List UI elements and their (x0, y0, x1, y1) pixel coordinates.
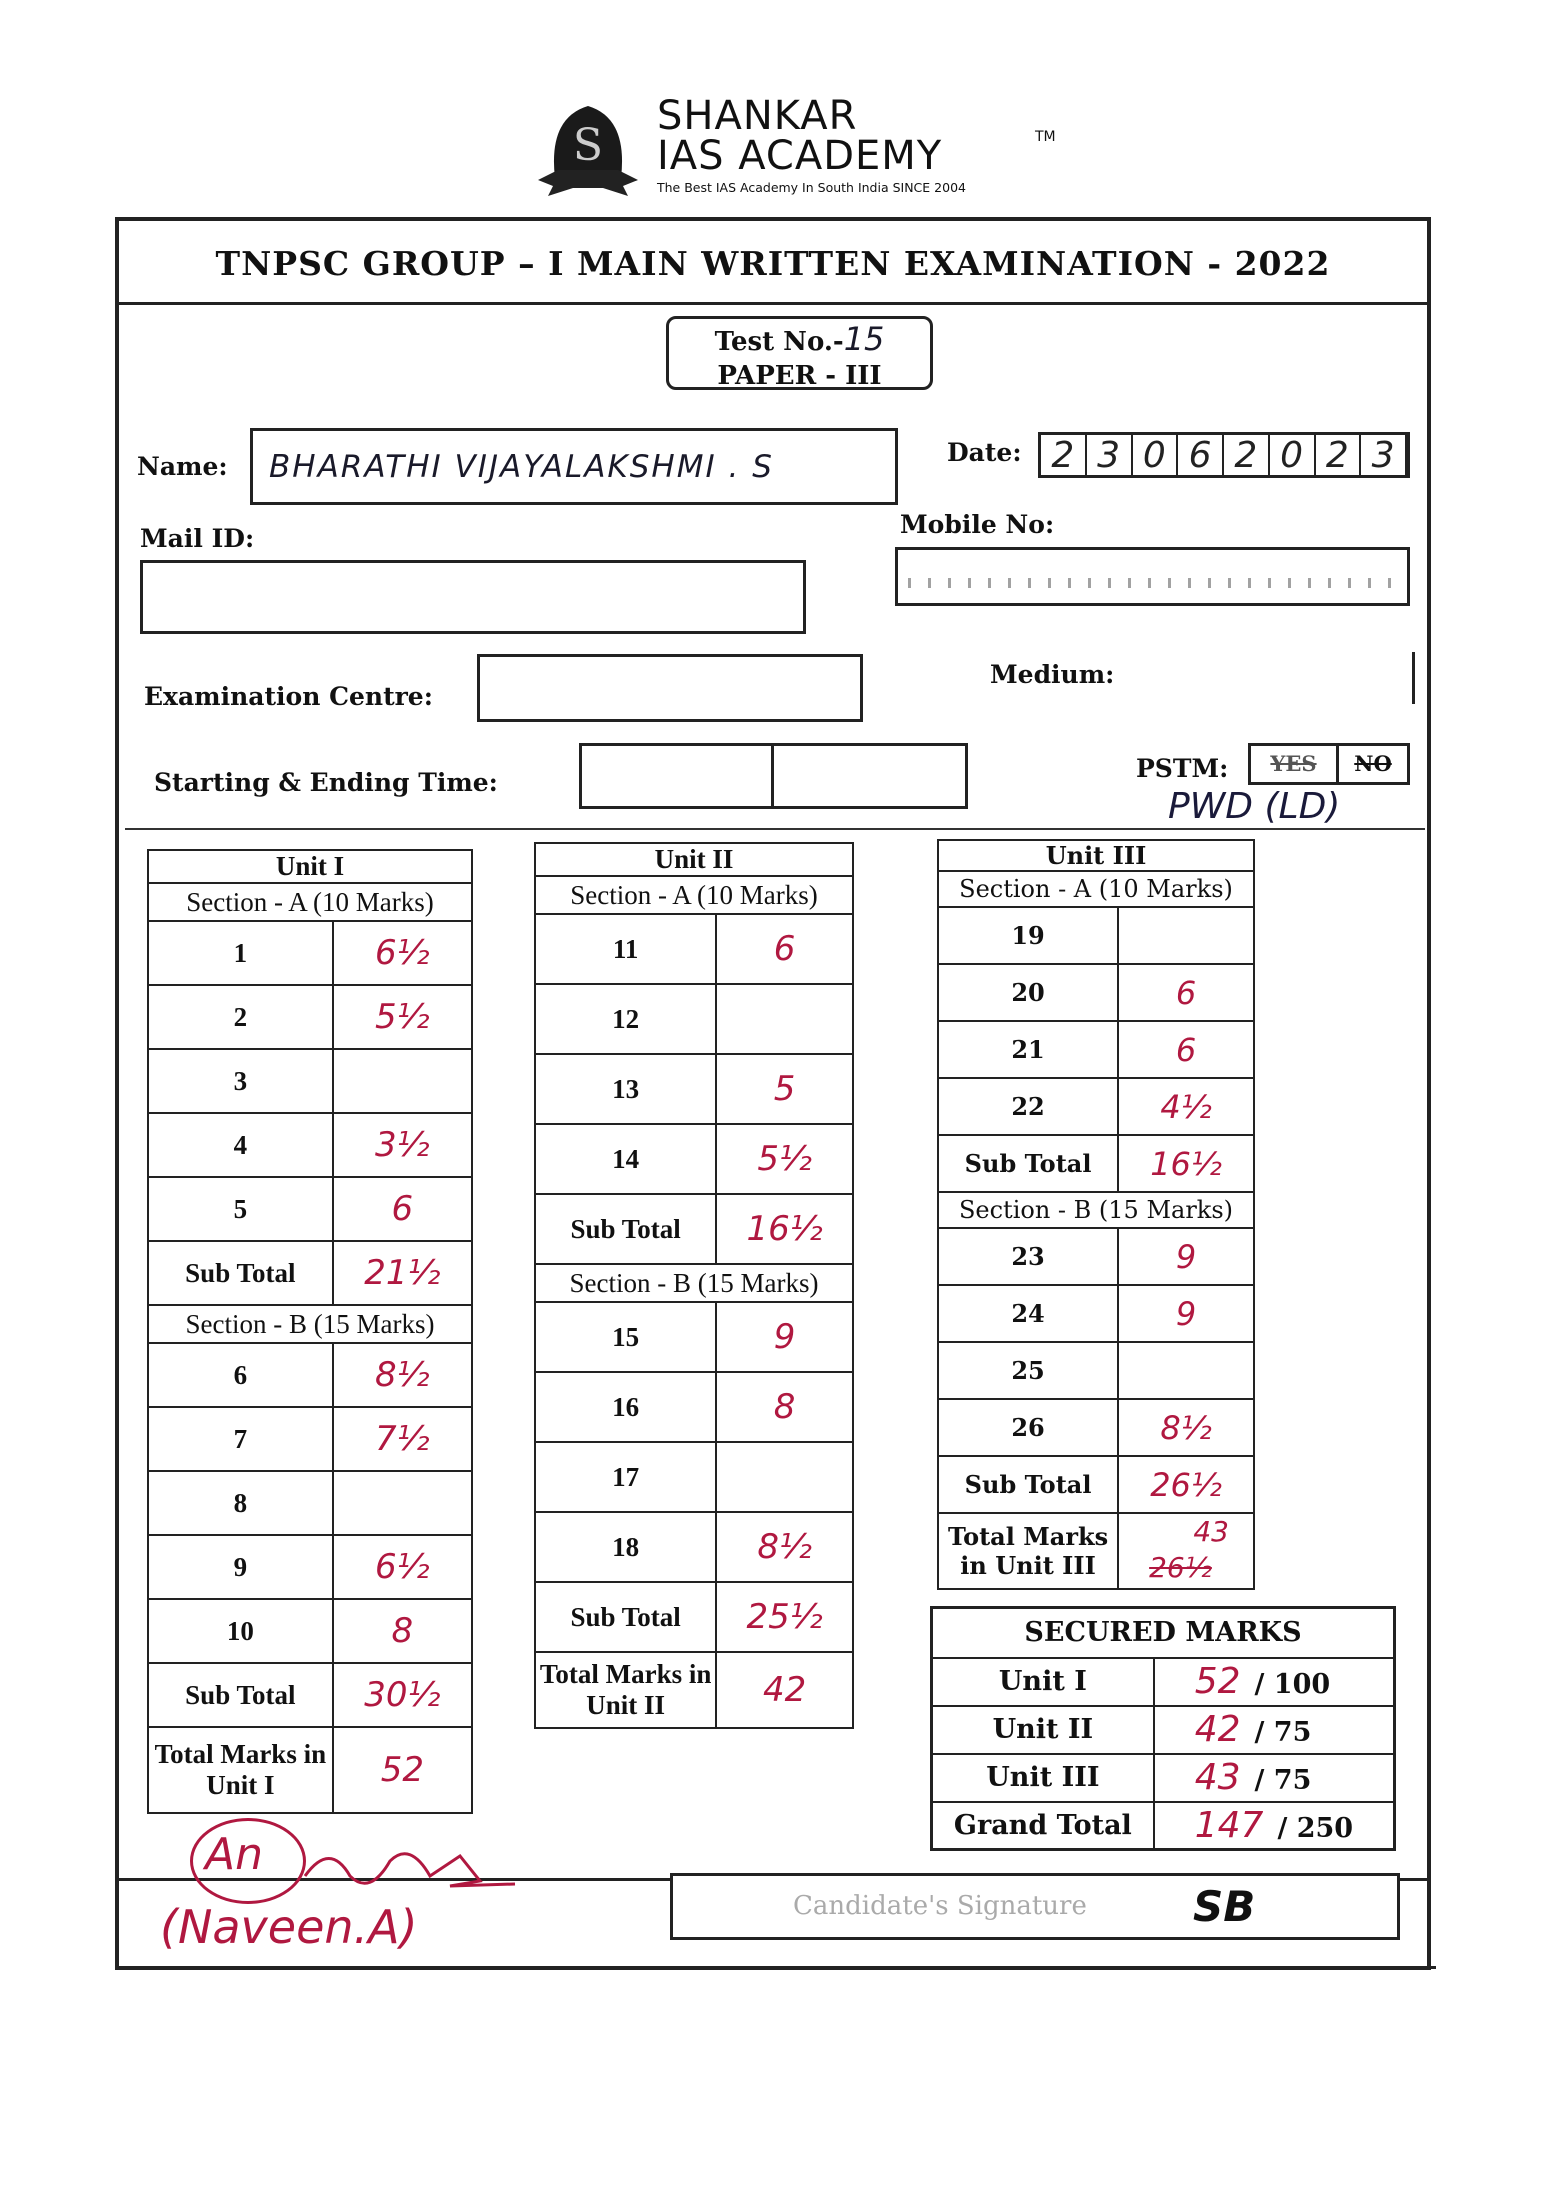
centre-label: Examination Centre: (144, 682, 433, 711)
question-number: 7 (148, 1407, 333, 1471)
mobile-field[interactable] (895, 547, 1410, 606)
subtotal-label: Sub Total (148, 1241, 333, 1305)
secured-title: SECURED MARKS (932, 1608, 1395, 1658)
question-number: 9 (148, 1535, 333, 1599)
unit-title: Unit II (535, 843, 853, 876)
section-b-subtotal[interactable]: 30½ (333, 1663, 472, 1727)
question-row (535, 1372, 853, 1442)
section-a-subtotal[interactable]: 16½ (716, 1194, 853, 1264)
examiner-initials: An (205, 1829, 263, 1880)
question-number: 26 (938, 1399, 1118, 1456)
question-number: 17 (535, 1442, 716, 1512)
subtotal-label: Sub Total (535, 1194, 716, 1264)
secured-max: / 75 (1254, 1717, 1312, 1748)
question-row (938, 1285, 1254, 1342)
date-digit: 3 (1087, 435, 1133, 475)
candidate-signature-label: Candidate's Signature (793, 1891, 1087, 1921)
question-row (148, 1177, 472, 1241)
question-mark[interactable]: 8½ (1118, 1399, 1254, 1456)
secured-max: / 250 (1277, 1812, 1354, 1844)
starting-time-field[interactable] (579, 743, 774, 809)
question-row (535, 1124, 853, 1194)
unit-total[interactable] (333, 1727, 472, 1813)
question-mark[interactable]: 6 (1118, 1021, 1254, 1078)
secured-score (1154, 1802, 1395, 1850)
unit-total-label: Total Marks in Unit II (535, 1652, 716, 1728)
unit-title: Unit I (148, 850, 472, 883)
question-mark[interactable]: 9 (716, 1302, 853, 1372)
date-digit: 0 (1270, 435, 1316, 475)
secured-row (932, 1802, 1395, 1850)
centre-field[interactable] (477, 654, 863, 722)
date-digit: 2 (1224, 435, 1270, 475)
unit-title: Unit III (938, 840, 1254, 871)
question-number: 16 (535, 1372, 716, 1442)
question-mark[interactable]: 5½ (716, 1124, 853, 1194)
secured-score (1154, 1658, 1395, 1706)
question-mark[interactable] (1118, 907, 1254, 964)
date-digit: 2 (1316, 435, 1362, 475)
question-mark[interactable]: 6 (333, 1177, 472, 1241)
pstm-label: PSTM: (1136, 754, 1229, 783)
question-mark[interactable] (1118, 1342, 1254, 1399)
unit-2-table (534, 842, 854, 1729)
pstm-no[interactable]: NO (1354, 751, 1392, 776)
paper-label: PAPER - III (717, 361, 882, 391)
test-info-box (666, 316, 933, 390)
secured-score (1154, 1754, 1395, 1802)
pstm-yes[interactable]: YES (1251, 746, 1339, 782)
redacted-mobile (908, 578, 1397, 588)
section-a-header: Section - A (10 Marks) (148, 883, 472, 921)
date-digit: 0 (1133, 435, 1179, 475)
section-b-subtotal[interactable]: 25½ (716, 1582, 853, 1652)
question-mark[interactable]: 6 (716, 914, 853, 984)
mobile-label: Mobile No: (900, 510, 1055, 539)
question-mark[interactable]: 3½ (333, 1113, 472, 1177)
section-a-header: Section - A (10 Marks) (938, 871, 1254, 907)
question-row (938, 1228, 1254, 1285)
subtotal-label: Sub Total (938, 1135, 1118, 1192)
secured-max: / 100 (1254, 1669, 1331, 1700)
question-number: 13 (535, 1054, 716, 1124)
question-row (938, 1399, 1254, 1456)
section-b-subtotal[interactable]: 26½ (1118, 1456, 1254, 1513)
question-row (535, 914, 853, 984)
section-b-header: Section - B (15 Marks) (938, 1192, 1254, 1228)
question-number: 5 (148, 1177, 333, 1241)
section-a-header: Section - A (10 Marks) (535, 876, 853, 914)
question-mark[interactable]: 8½ (333, 1343, 472, 1407)
question-row (148, 1471, 472, 1535)
name-field[interactable]: BHARATHI VIJAYALAKSHMI . S (250, 428, 898, 505)
unit-total-label: Total Marks in Unit III (938, 1513, 1118, 1589)
question-mark[interactable] (716, 984, 853, 1054)
brand (657, 93, 1056, 195)
question-row (148, 1407, 472, 1471)
question-mark[interactable]: 9 (1118, 1285, 1254, 1342)
unit-total-label: Total Marks in Unit I (148, 1727, 333, 1813)
question-row (535, 1054, 853, 1124)
question-row (535, 1302, 853, 1372)
trademark: TM (1035, 129, 1056, 145)
question-row (535, 984, 853, 1054)
subtotal-label: Sub Total (938, 1456, 1118, 1513)
question-row (148, 1049, 472, 1113)
question-row (938, 1021, 1254, 1078)
question-mark[interactable]: 8 (333, 1599, 472, 1663)
question-number: 1 (148, 921, 333, 985)
question-number: 21 (938, 1021, 1118, 1078)
test-label: Test No.- (714, 327, 844, 357)
question-row (148, 1599, 472, 1663)
divider (125, 828, 1425, 830)
question-number: 4 (148, 1113, 333, 1177)
question-mark[interactable] (333, 1471, 472, 1535)
question-number: 2 (148, 985, 333, 1049)
question-number: 24 (938, 1285, 1118, 1342)
question-mark[interactable]: 8½ (716, 1512, 853, 1582)
question-mark[interactable]: 5 (716, 1054, 853, 1124)
unit-total-value: 42 (762, 1670, 807, 1710)
question-number: 8 (148, 1471, 333, 1535)
secured-label: Unit II (932, 1706, 1154, 1754)
mail-field[interactable] (140, 560, 806, 634)
candidate-signature-box[interactable] (670, 1873, 1400, 1940)
date-digit: 2 (1041, 435, 1087, 475)
unit-1-table (147, 849, 473, 1814)
secured-label: Grand Total (932, 1802, 1154, 1850)
question-mark[interactable]: 4½ (1118, 1078, 1254, 1135)
question-mark[interactable]: 7½ (333, 1407, 472, 1471)
question-row (938, 1342, 1254, 1399)
question-number: 22 (938, 1078, 1118, 1135)
subtotal-label: Sub Total (535, 1582, 716, 1652)
unit-total-value: 43 (1193, 1515, 1229, 1548)
secured-row (932, 1706, 1395, 1754)
section-a-subtotal[interactable]: 21½ (333, 1241, 472, 1305)
examiner-signature-stroke (300, 1836, 520, 1896)
ending-time-field[interactable] (771, 743, 968, 809)
mail-label: Mail ID: (140, 524, 255, 553)
question-number: 18 (535, 1512, 716, 1582)
brand-line-1: SHANKAR (657, 93, 858, 139)
candidate-signature: SB (1193, 1882, 1256, 1931)
unit-total[interactable] (716, 1652, 853, 1728)
subtotal-label: Sub Total (148, 1663, 333, 1727)
question-number: 12 (535, 984, 716, 1054)
question-row (535, 1442, 853, 1512)
secured-score-value: 52 (1194, 1661, 1241, 1702)
date-label: Date: (947, 438, 1022, 467)
question-row (148, 985, 472, 1049)
question-row (938, 1078, 1254, 1135)
logo-letter: S (572, 120, 604, 171)
brand-line-2: IAS ACADEMY (657, 133, 943, 179)
pstm-options (1248, 743, 1410, 785)
question-mark[interactable] (716, 1442, 853, 1512)
date-field[interactable] (1038, 432, 1410, 478)
question-row (535, 1512, 853, 1582)
question-number: 15 (535, 1302, 716, 1372)
question-number: 19 (938, 907, 1118, 964)
section-a-subtotal[interactable]: 16½ (1118, 1135, 1254, 1192)
question-mark[interactable] (333, 1049, 472, 1113)
unit-total-value: 52 (380, 1750, 424, 1790)
secured-max: / 75 (1254, 1765, 1312, 1796)
unit-total[interactable] (1118, 1513, 1254, 1589)
question-mark[interactable]: 8 (716, 1372, 853, 1442)
exam-title: TNPSC GROUP – I MAIN WRITTEN EXAMINATION - 2022 (119, 224, 1427, 305)
test-number: 15 (843, 320, 885, 358)
academy-logo (533, 98, 643, 203)
secured-score (1154, 1706, 1395, 1754)
question-mark[interactable]: 9 (1118, 1228, 1254, 1285)
pwd-note: PWD (LD) (1168, 786, 1341, 827)
question-row (938, 907, 1254, 964)
secured-row (932, 1754, 1395, 1802)
question-number: 14 (535, 1124, 716, 1194)
question-mark[interactable]: 5½ (333, 985, 472, 1049)
secured-score-value: 43 (1194, 1757, 1241, 1798)
question-row (148, 1343, 472, 1407)
question-number: 11 (535, 914, 716, 984)
question-number: 10 (148, 1599, 333, 1663)
question-number: 25 (938, 1342, 1118, 1399)
medium-field-edge (1412, 652, 1415, 704)
section-b-header: Section - B (15 Marks) (148, 1305, 472, 1343)
section-b-header: Section - B (15 Marks) (535, 1264, 853, 1302)
examiner-name: (Naveen.A) (160, 1900, 418, 1954)
question-mark[interactable]: 6½ (333, 921, 472, 985)
secured-label: Unit I (932, 1658, 1154, 1706)
secured-row (932, 1658, 1395, 1706)
form-bottom-border (118, 1966, 1436, 1969)
time-label: Starting & Ending Time: (154, 768, 498, 797)
question-number: 6 (148, 1343, 333, 1407)
secured-score-value: 147 (1194, 1804, 1264, 1846)
question-row (938, 964, 1254, 1021)
date-digit: 6 (1178, 435, 1224, 475)
secured-marks-table (930, 1606, 1396, 1851)
date-digit: 3 (1361, 435, 1407, 475)
name-label: Name: (137, 452, 228, 481)
question-number: 23 (938, 1228, 1118, 1285)
question-row (148, 1113, 472, 1177)
question-mark[interactable]: 6 (1118, 964, 1254, 1021)
tagline: The Best IAS Academy In South India SINCE 2004 (657, 180, 966, 195)
unit-3-table (937, 839, 1255, 1590)
secured-label: Unit III (932, 1754, 1154, 1802)
medium-label: Medium: (990, 660, 1115, 689)
question-mark[interactable]: 6½ (333, 1535, 472, 1599)
struck-total: 26½ (1149, 1551, 1212, 1584)
question-row (148, 1535, 472, 1599)
secured-score-value: 42 (1194, 1709, 1241, 1750)
question-number: 20 (938, 964, 1118, 1021)
question-row (148, 921, 472, 985)
question-number: 3 (148, 1049, 333, 1113)
